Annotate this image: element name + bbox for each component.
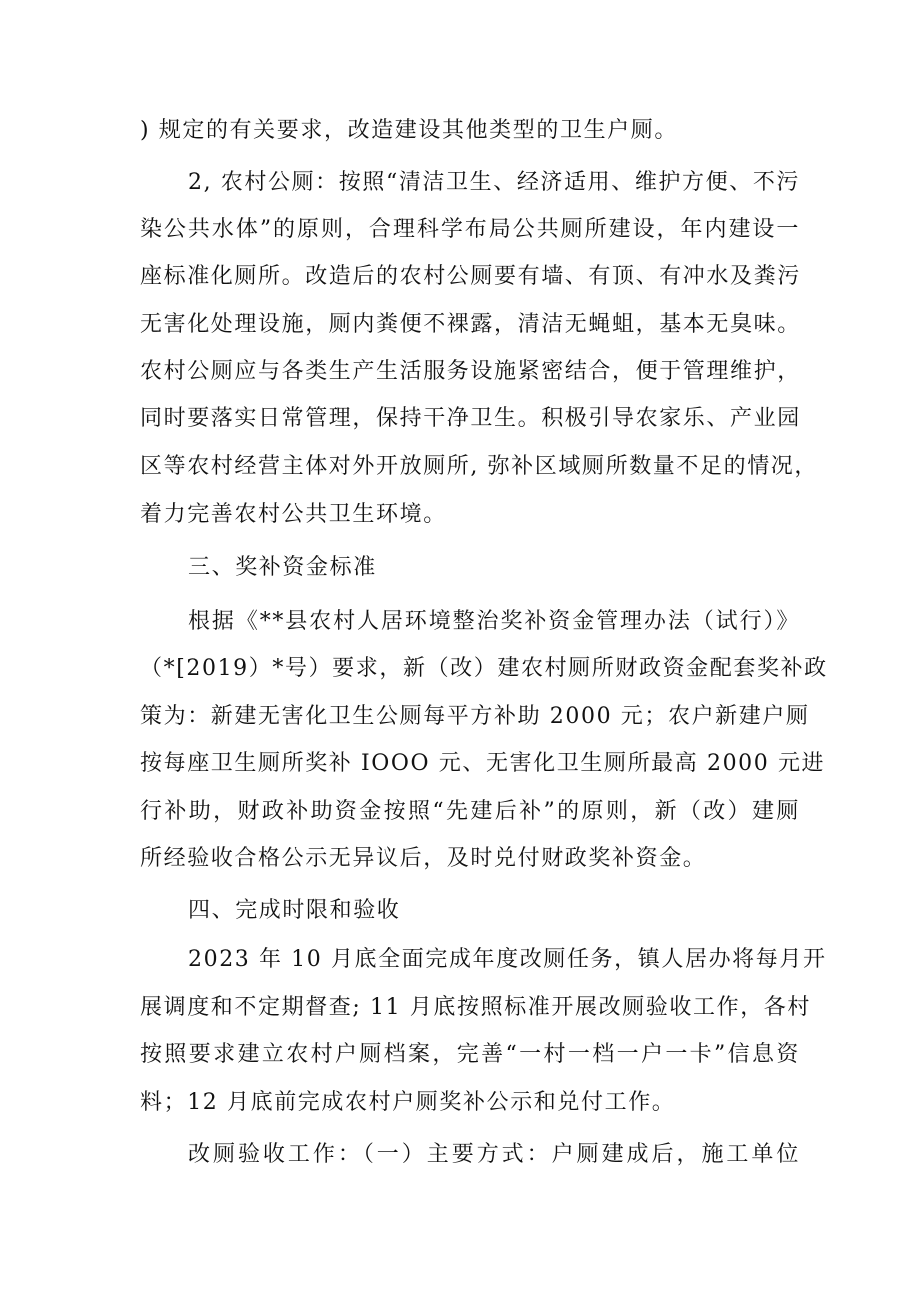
section-heading-4: 四、完成时限和验收 <box>188 898 401 923</box>
text-line-13: 按每座卫生厕所奖补 IOOO 元、无害化卫生厕所最高 2000 元进 <box>140 751 826 776</box>
text-line-10: 根据《**县农村人居环境整治奖补资金管理办法（试行）》 <box>188 609 800 634</box>
text-line-15: 所经验收合格公示无异议后，及时兑付财政奖补资金。 <box>140 846 707 871</box>
text-line-17: 展调度和不定期督查; 11 月底按照标准开展改厕验收工作，各村 <box>140 995 811 1020</box>
text-line-7: 同时要落实日常管理，保持干净卫生。积极引导农家乐、产业园 <box>140 406 801 431</box>
text-line-3: 染公共水体”的原则，合理科学布局公共厕所建设，年内建设一 <box>140 217 800 242</box>
text-line-1: ) 规定的有关要求，改造建设其他类型的卫生户厕。 <box>140 118 678 143</box>
text-line-11: （*[2019）*号）要求，新（改）建农村厕所财政资金配套奖补政 <box>140 656 828 681</box>
text-line-19: 料；12 月底前完成农村户厕奖补公示和兑付工作。 <box>140 1090 676 1115</box>
text-line-6: 农村公厕应与各类生产生活服务设施紧密结合，便于管理维护， <box>140 359 801 384</box>
text-line-12: 策为：新建无害化卫生公厕每平方补助 2000 元；农户新建户厕 <box>140 704 810 729</box>
text-line-18: 按照要求建立农村户厕档案，完善“一村一档一户一卡”信息资 <box>140 1042 800 1067</box>
text-line-4: 座标准化厕所。改造后的农村公厕要有墙、有顶、有冲水及粪污 <box>140 264 801 289</box>
section-heading-3: 三、奖补资金标准 <box>188 555 377 580</box>
text-line-9: 着力完善农村公共卫生环境。 <box>140 502 447 527</box>
text-line-2: 2, 农村公厕：按照“清洁卫生、经济适用、维护方便、不污 <box>188 170 801 195</box>
text-line-14: 行补助，财政补助资金按照“先建后补”的原则，新（改）建厕 <box>140 799 800 824</box>
text-line-20: 改厕验收工作：（一）主要方式：户厕建成后，施工单位 <box>188 1142 800 1167</box>
text-line-16: 2023 年 10 月底全面完成年度改厕任务，镇人居办将每月开 <box>188 947 827 972</box>
text-line-8: 区等农村经营主体对外开放厕所, 弥补区域厕所数量不足的情况， <box>140 454 818 479</box>
text-line-5: 无害化处理设施，厕内粪便不裸露，清洁无蝇蛆，基本无臭味。 <box>140 312 801 337</box>
